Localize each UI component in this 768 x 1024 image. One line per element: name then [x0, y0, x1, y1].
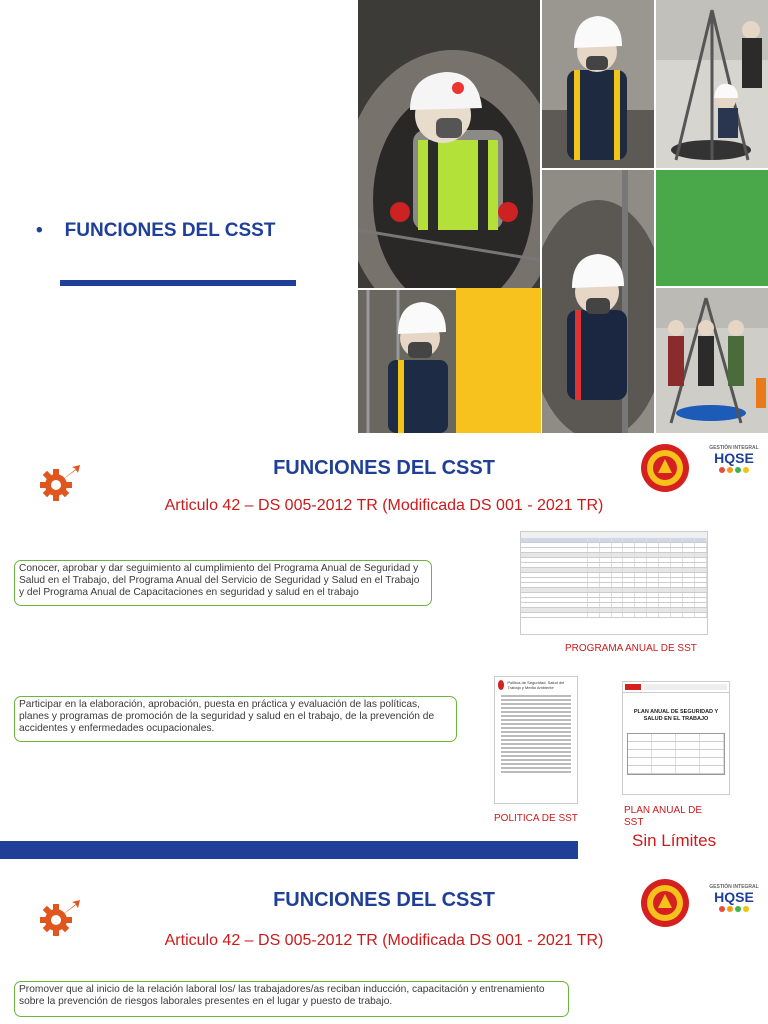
- caption-politica: POLITICA DE SST: [494, 813, 578, 824]
- legal-reference: Articulo 42 – DS 005-2012 TR (Modificada DS 001 - 2021 TR): [164, 497, 604, 514]
- hqse-logo: [704, 884, 764, 924]
- slogan: Sin Límites: [632, 831, 717, 850]
- caption-programa-anual: PROGRAMA ANUAL DE SST: [565, 643, 697, 654]
- worker-in-manhole-photo: [358, 0, 540, 288]
- tripod-rescue-photo: [656, 0, 768, 168]
- title-underline: [60, 280, 296, 286]
- footer-bar: [0, 841, 578, 859]
- programa-anual-document: [520, 531, 708, 635]
- hqse-logo: [704, 445, 764, 485]
- bullet: •: [36, 220, 43, 241]
- legal-reference: Articulo 42 – DS 005-2012 TR (Modificada DS 001 - 2021 TR): [164, 932, 604, 949]
- slide-title: FUNCIONES DEL CSST: [273, 457, 495, 479]
- slide-title: FUNCIONES DEL CSST: [273, 889, 495, 911]
- function-box-2: Participar en la elaboración, aprobación, puesta en práctica y evaluación de las políticas, planes y programas de promoción de la seguridad y salud en el trabajo, de la prevención de accidentes y enfermedades ocupacionales.: [14, 696, 457, 742]
- institution-seal-logo: [640, 876, 690, 930]
- hqse-name: HQSE: [714, 889, 754, 905]
- hqse-label: GESTIÓN INTEGRAL: [709, 445, 759, 451]
- hqse-label: GESTIÓN INTEGRAL: [709, 884, 759, 890]
- worker-manhole-2-photo: [542, 170, 654, 433]
- function-box-3: Promover que al inicio de la relación laboral los/ las trabajadores/as reciban inducción, capacitación y entrenamiento sobre la prevención de riesgos laborales presentes en el lugar y puesto de trabajo.: [14, 981, 569, 1017]
- worker-ladder-photo: [358, 290, 456, 433]
- accent-green-block: [656, 170, 768, 286]
- accent-yellow-block: [456, 288, 541, 433]
- slide-functions-1: [0, 433, 768, 866]
- slide-title: [0, 0, 768, 433]
- plan-doc-title: PLAN ANUAL DE SEGURIDAD Y SALUD EN EL TRABAJO: [633, 709, 719, 722]
- politica-doc-title: Política de Seguridad, Salud del Trabajo y Medio Ambiente: [507, 680, 565, 690]
- plan-anual-document: [622, 681, 730, 795]
- institution-seal-logo: [640, 441, 690, 495]
- function-box-1: Conocer, aprobar y dar seguimiento al cumplimiento del Programa Anual de Seguridad y Salud en el Trabajo, del Programa Anual del Servicio de Seguridad y Salud en el Trabajo y del Programa Anual de Capacitaciones en seguridad y salud en el trabajo: [14, 560, 432, 606]
- title-text: FUNCIONES DEL CSST: [64, 220, 276, 241]
- worker-descending-photo: [542, 0, 654, 168]
- caption-plan-anual: PLAN ANUAL DE SST: [624, 805, 702, 828]
- section-title: [36, 220, 275, 242]
- politica-document: [494, 676, 578, 804]
- slide-functions-2: [0, 866, 768, 1024]
- team-tripod-photo: [656, 288, 768, 433]
- hqse-name: HQSE: [714, 450, 754, 466]
